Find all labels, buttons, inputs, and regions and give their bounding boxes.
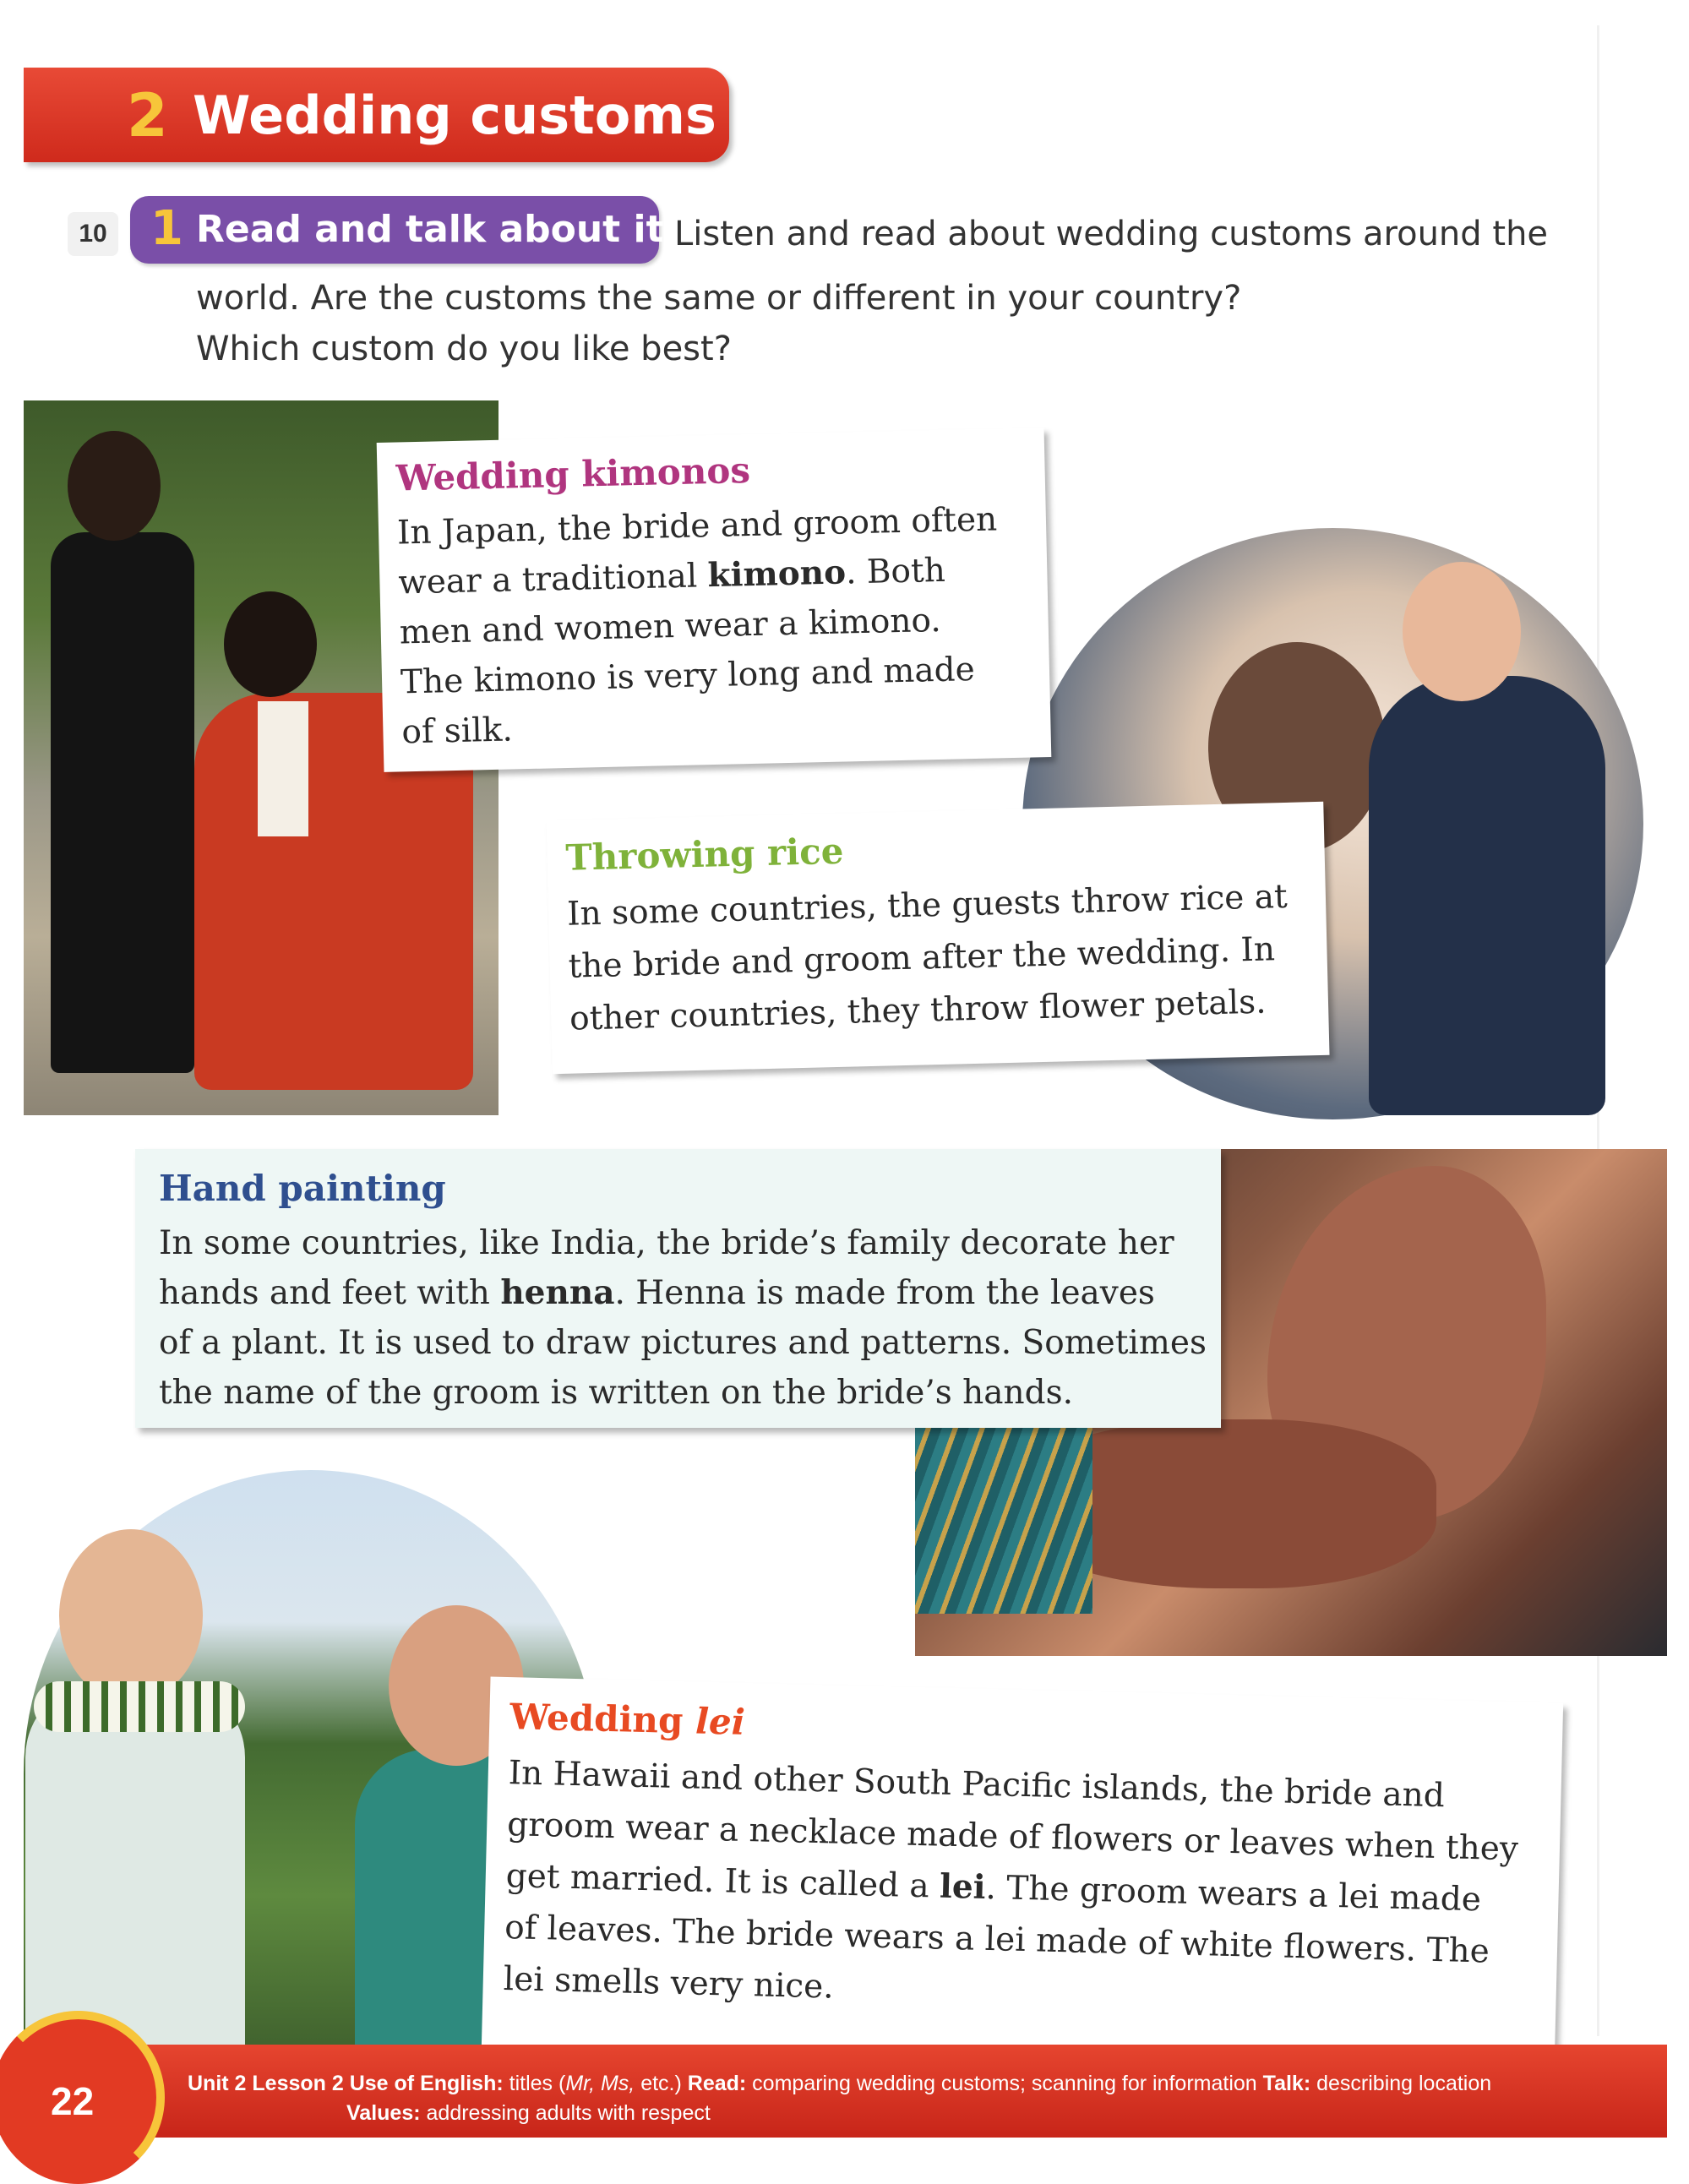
body-line: lei smells very nice. [503,1960,835,2007]
keyword: lei [939,1866,987,1907]
bride-collar [258,701,308,836]
lei-garland [34,1681,245,1732]
body-line: men and women wear a kimono. [399,601,942,652]
bride-head [224,591,317,697]
body-line: other countries, they throw flower petals. [569,983,1267,1038]
hand-painting-box [135,1149,1221,1428]
groom-head [1403,562,1521,701]
body-line: The kimono is very long and made [400,651,976,702]
section-title: Throwing rice [564,830,845,879]
section-title: Wedding kimonos [395,449,751,499]
page-number: 22 [51,2079,95,2123]
instruction-line: world. Are the customs the same or different in your country? [196,279,1242,318]
footer-objectives: Unit 2 Lesson 2 Use of English: titles (Mr, Ms, etc.) Read: comparing wedding customs; scanning for information Talk: describing location [188,2072,1492,2095]
body-line: get married. It is called a lei. The groom wears a lei made [505,1857,1482,1920]
body-line: the bride and groom after the wedding. In [568,930,1276,986]
body-line: In some countries, like India, the bride’s family decorate her [159,1224,1174,1262]
activity-label: Read and talk about it [196,208,664,251]
body-line: of leaves. The bride wears a lei made of white flowers. The [504,1909,1490,1971]
body-line: In Japan, the bride and groom often [396,500,998,553]
body-line: wear a traditional kimono. Both [397,551,946,602]
activity-number: 1 [150,201,183,256]
bangles [915,1428,1092,1614]
body-line: In some countries, the guests throw rice at [566,877,1289,934]
footer-values: Values: addressing adults with respect [346,2101,711,2125]
body-line: hands and feet with henna. Henna is made from the leaves [159,1273,1155,1312]
keyword: kimono [707,553,847,596]
body-line: of a plant. It is used to draw pictures and patterns. Sometimes [159,1324,1207,1362]
wedding-lei-box [482,1677,1563,2075]
keyword: henna [500,1273,615,1312]
groom-head [68,431,161,541]
instruction-line: Listen and read about wedding customs around the [674,215,1549,253]
groom-figure [51,532,194,1073]
throwing-rice-box [546,802,1329,1074]
groom-head [59,1529,203,1702]
body-line: groom wear a necklace made of flowers or leaves when they [506,1805,1519,1869]
page-title: Wedding customs [193,84,716,146]
groom-figure [1369,676,1605,1115]
body-line: of silk. [400,711,514,752]
body-line: the name of the groom is written on the bride’s hands. [159,1374,1074,1412]
audio-track-badge: 10 [68,212,118,256]
instruction-line: Which custom do you like best? [196,330,732,368]
body-line: In Hawaii and other South Pacific islands, the bride and [508,1754,1446,1816]
section-title: Wedding lei [509,1696,746,1743]
lesson-number: 2 [127,81,168,150]
section-title: Hand painting [159,1168,446,1209]
wedding-kimonos-box [377,428,1052,772]
